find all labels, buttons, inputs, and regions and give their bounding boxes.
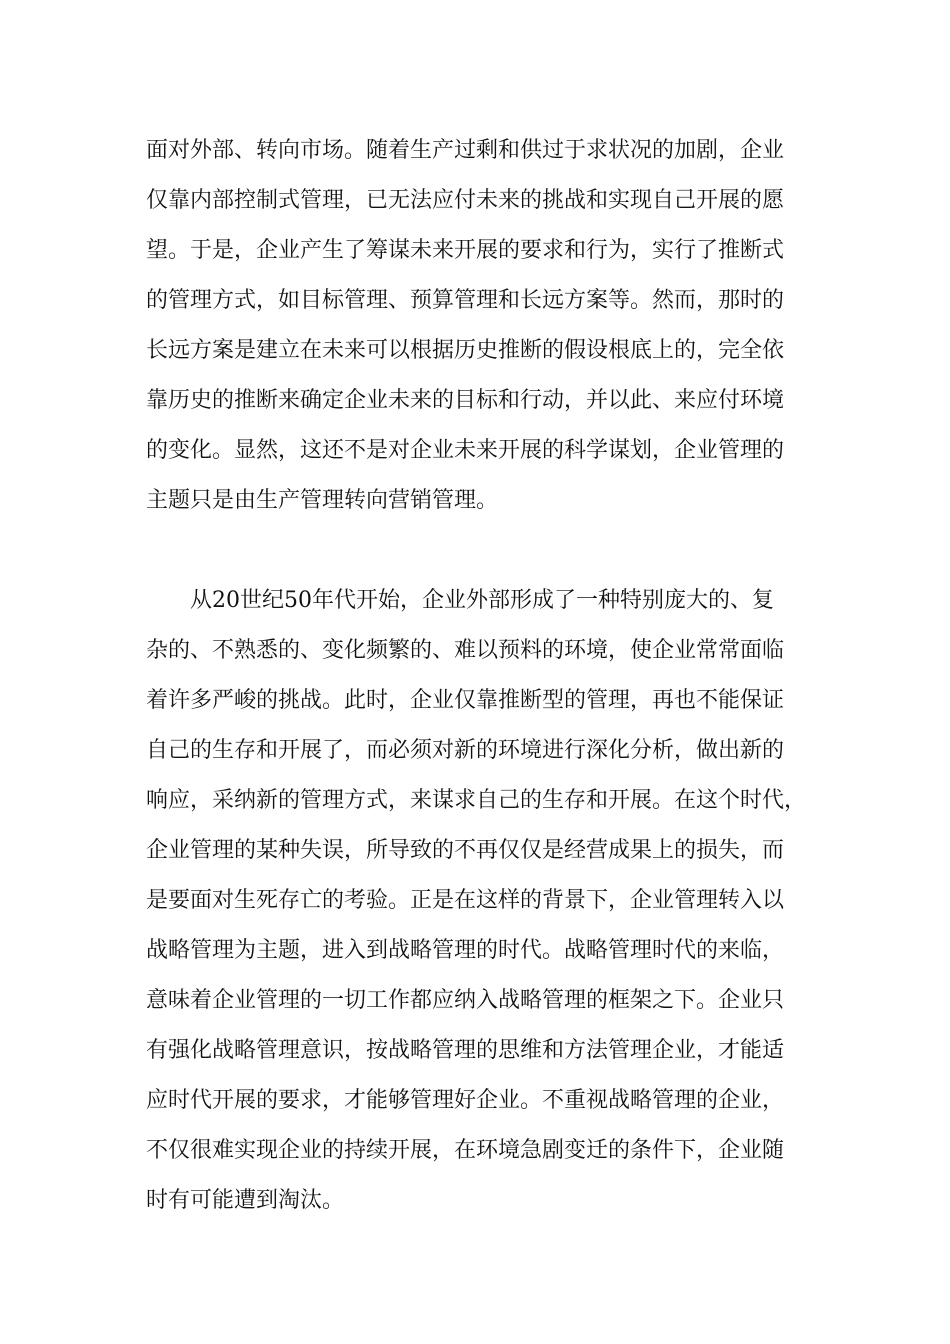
paragraph-2 bbox=[146, 576, 826, 1226]
text-line: 的变化。显然，这还不是对企业未来开展的科学谋划，企业管理的 bbox=[146, 438, 785, 463]
text-line: 意味着企业管理的一切工作都应纳入战略管理的框架之下。企业只 bbox=[146, 988, 785, 1013]
text-line: 主题只是由生产管理转向营销管理。 bbox=[146, 488, 499, 513]
text-line: 望。于是，企业产生了筹谋未来开展的要求和行为，实行了推断式 bbox=[146, 238, 785, 263]
text-line: 从20世纪50年代开始，企业外部形成了一种特别庞大的、复 bbox=[146, 588, 774, 613]
text-line: 着许多严峻的挑战。此时，企业仅靠推断型的管理，再也不能保证 bbox=[146, 688, 785, 713]
text-line: 自己的生存和开展了，而必须对新的环境进行深化分析，做出新的 bbox=[146, 738, 785, 763]
text-line: 的管理方式，如目标管理、预算管理和长远方案等。然而，那时的 bbox=[146, 288, 785, 313]
text-line: 战略管理为主题，进入到战略管理的时代。战略管理时代的来临， bbox=[146, 938, 785, 963]
text-line: 仅靠内部控制式管理，已无法应付未来的挑战和实现自己开展的愿 bbox=[146, 188, 785, 213]
text-line: 有强化战略管理意识，按战略管理的思维和方法管理企业，才能适 bbox=[146, 1038, 785, 1063]
text-line: 时有可能遭到淘汰。 bbox=[146, 1188, 345, 1213]
text-line: 企业管理的某种失误，所导致的不再仅仅是经营成果上的损失，而 bbox=[146, 838, 785, 863]
text-line: 长远方案是建立在未来可以根据历史推断的假设根底上的，完全依 bbox=[146, 338, 785, 363]
text-line: 应时代开展的要求，才能够管理好企业。不重视战略管理的企业， bbox=[146, 1088, 785, 1113]
text-line: 是要面对生死存亡的考验。正是在这样的背景下，企业管理转入以 bbox=[146, 888, 785, 913]
text-line: 杂的、不熟悉的、变化频繁的、难以预料的环境，使企业常常面临 bbox=[146, 638, 785, 663]
text-line: 面对外部、转向市场。随着生产过剩和供过于求状况的加剧，企业 bbox=[146, 138, 785, 163]
paragraph-1 bbox=[146, 126, 826, 526]
text-line: 靠历史的推断来确定企业未来的目标和行动，并以此、来应付环境 bbox=[146, 388, 785, 413]
text-line: 响应，采纳新的管理方式，来谋求自己的生存和开展。在这个时代， bbox=[146, 788, 807, 813]
text-line: 不仅很难实现企业的持续开展，在环境急剧变迁的条件下，企业随 bbox=[146, 1138, 785, 1163]
